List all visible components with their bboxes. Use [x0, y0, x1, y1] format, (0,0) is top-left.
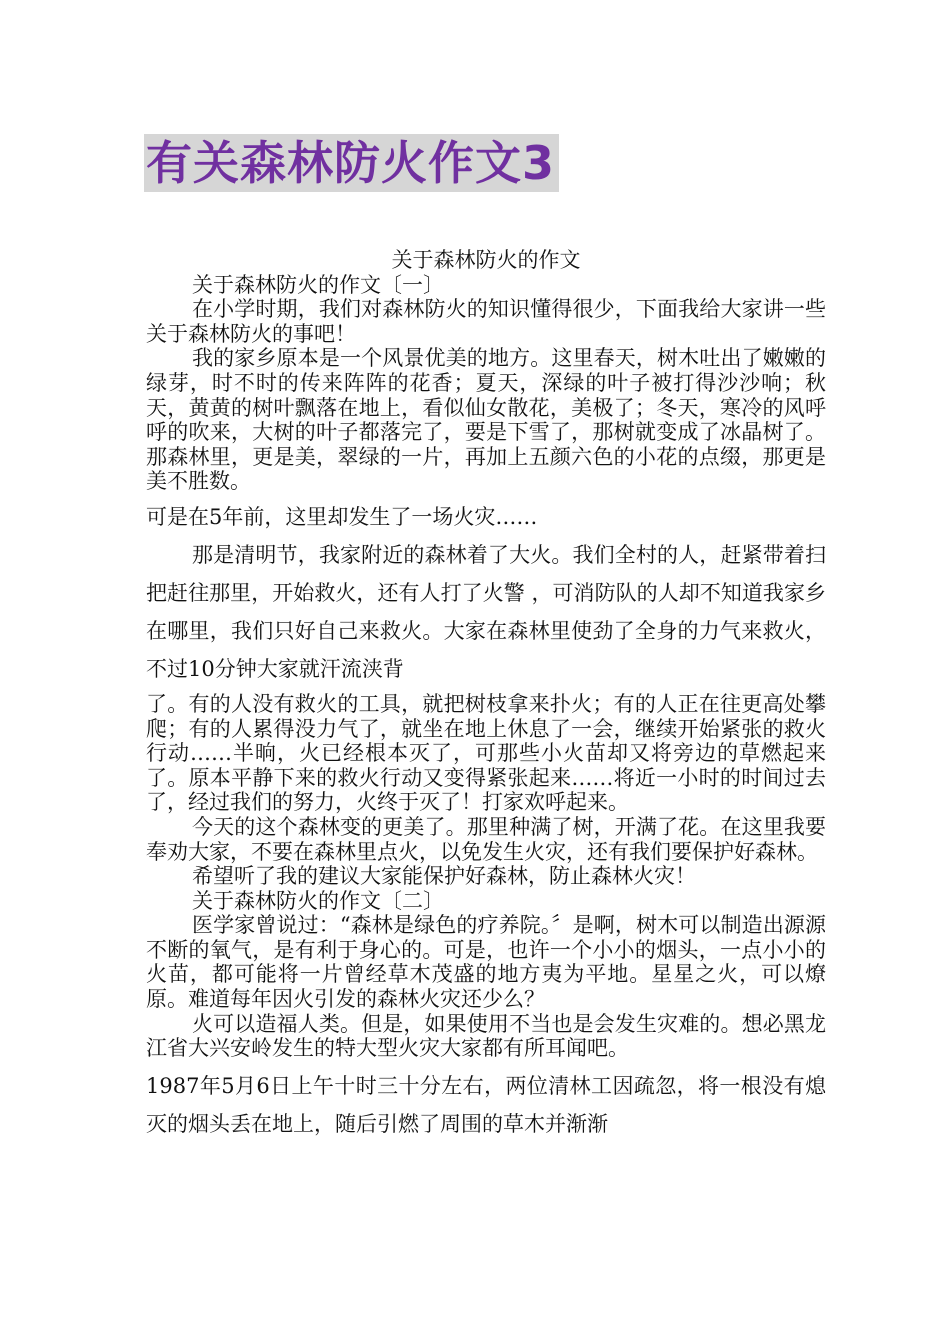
section-heading-two: 关于森林防火的作文〔二〕 — [192, 888, 444, 913]
paragraph: 我的家乡原本是一个风景优美的地方。这里春天，树木吐出了嫩嫩的绿芽，时不时的传来阵阵的花香；夏天，深绿的叶子被打得沙沙响；秋天，黄黄的树叶飘落在地上，看似仙女散花，美极了；冬天，寒冷的风呼呼的吹来，大树的叶子都落完了，要是下雪了，那树就变成了冰晶树了。那森林里，更是美，翠绿的一片，再加上五颜六色的小花的点缀，那更是美不胜数。 — [146, 346, 826, 494]
paragraph: 可是在5年前，这里却发生了一场火灾…… — [146, 504, 538, 529]
section-heading-one: 关于森林防火的作文〔一〕 — [192, 272, 444, 297]
paragraph: 那是清明节，我家附近的森林着了大火。我们全村的人，赶紧带着扫把赶往那里，开始救火，还有人打了火警 ，可消防队的人却不知道我家乡在哪里，我们只好自己来救火。大家在森林里使劲了全身的力气来救火，不过10分钟大家就汗流浃背 — [146, 542, 826, 681]
document-body — [146, 248, 826, 1143]
title-highlight — [144, 134, 559, 192]
paragraph: 今天的这个森林变的更美了。那里种满了树，开满了花。在这里我要奉劝大家，不要在森林里点火，以免发生火灾，还有我们要保护好森林。 — [146, 814, 826, 864]
paragraph: 希望听了我的建议大家能保护好森林，防止森林火灾！ — [192, 864, 696, 889]
paragraph: 在小学时期，我们对森林防火的知识懂得很少，下面我给大家讲一些关于森林防火的事吧！ — [146, 297, 826, 346]
paragraph: 1987年5月6日上午十时三十分左右，两位清林工因疏忽，将一根没有熄灭的烟头丢在地上，随后引燃了周围的草木并渐渐 — [146, 1073, 826, 1136]
paragraph: 医学家曾说过：“森林是绿色的疗养院。〞是啊，树木可以制造出源源不断的氧气，是有利于身心的。可是，也许一个小小的烟头，一点小小的火苗，都可能将一片曾经草木茂盛的地方夷为平地。星星之火，可以燎原。难道每年因火引发的森林火灾还少么？ — [146, 913, 826, 1012]
paragraph: 了。有的人没有救火的工具，就把树枝拿来扑火；有的人正在往更高处攀爬；有的人累得没力气了，就坐在地上休息了一会，继续开始紧张的救火行动……半晌，火已经根本灭了，可那些小火苗却又将旁边的草燃起来了。原本平静下来的救火行动又变得紧张起来……将近一小时的时间过去了，经过我们的努力，火终于灭了！打家欢呼起来。 — [146, 691, 826, 815]
page-title: 有关森林防火作文3 — [146, 136, 556, 190]
paragraph: 火可以造福人类。但是，如果使用不当也是会发生灾难的。想必黑龙江省大兴安岭发生的特大型火灾大家都有所耳闻吧。 — [146, 1011, 826, 1061]
essay-heading: 关于森林防火的作文 — [391, 248, 581, 272]
